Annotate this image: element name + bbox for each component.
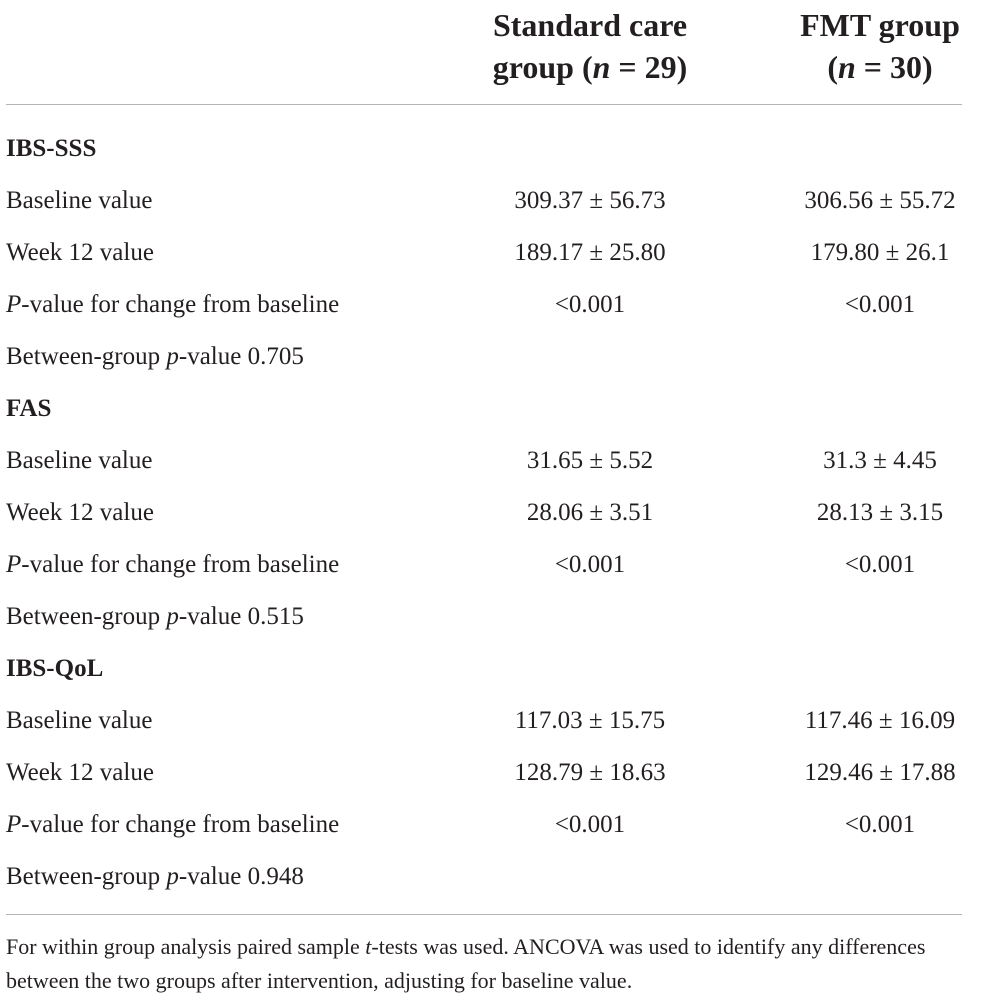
row-label: P-value for change from baseline: [6, 291, 340, 318]
fmt-value: 28.13 ± 3.15: [816, 499, 944, 526]
fmt-value: 129.46 ± 17.88: [804, 759, 956, 786]
table-row: [0, 851, 983, 903]
standard-care-value: 309.37 ± 56.73: [514, 187, 666, 214]
standard-care-value: 31.65 ± 5.52: [526, 447, 654, 474]
fmt-value: 31.3 ± 4.45: [823, 447, 937, 474]
table-row: [0, 227, 983, 279]
column-header-fmt: [770, 4, 983, 88]
column-header-standard-care: [440, 4, 740, 88]
section-heading: FAS: [6, 395, 52, 422]
standard-care-value: 189.17 ± 25.80: [514, 239, 666, 266]
standard-care-value: <0.001: [554, 551, 626, 578]
standard-care-value: <0.001: [554, 811, 626, 838]
section-heading: IBS-QoL: [6, 655, 104, 682]
table-row: [0, 123, 983, 175]
row-label: Week 12 value: [6, 499, 154, 526]
table-row: [0, 383, 983, 435]
table-row: [0, 695, 983, 747]
table-row: [0, 435, 983, 487]
footer-divider: [6, 914, 962, 915]
row-label: Baseline value: [6, 447, 153, 474]
row-label: Baseline value: [6, 187, 153, 214]
standard-care-value: 28.06 ± 3.51: [526, 499, 654, 526]
standard-care-value: <0.001: [554, 291, 626, 318]
fmt-value: 117.46 ± 16.09: [804, 707, 956, 734]
fmt-value: 179.80 ± 26.1: [810, 239, 950, 266]
column-header-fmt-line1: FMT group: [800, 7, 960, 43]
table-row: [0, 591, 983, 643]
fmt-value: <0.001: [844, 291, 916, 318]
section-heading: IBS-SSS: [6, 135, 97, 162]
table-row: [0, 539, 983, 591]
table-row: [0, 487, 983, 539]
table-row: [0, 799, 983, 851]
fmt-value: <0.001: [844, 551, 916, 578]
between-group-pvalue: Between-group p-value 0.705: [6, 343, 304, 370]
table-row: [0, 279, 983, 331]
table-row: [0, 175, 983, 227]
column-header-fmt-line2: (n = 30): [827, 49, 933, 85]
row-label: Week 12 value: [6, 239, 154, 266]
row-label: P-value for change from baseline: [6, 811, 340, 838]
row-label: Baseline value: [6, 707, 153, 734]
table-footnote: For within group analysis paired sample t-tests was used. ANCOVA was used to identify any differences between the two groups after intervention, adjusting for baseline value.: [6, 934, 926, 993]
fmt-value: <0.001: [844, 811, 916, 838]
standard-care-value: 128.79 ± 18.63: [514, 759, 666, 786]
column-header-standard-care-line2: group (n = 29): [492, 49, 688, 85]
row-label: Week 12 value: [6, 759, 154, 786]
between-group-pvalue: Between-group p-value 0.948: [6, 863, 304, 890]
standard-care-value: 117.03 ± 15.75: [514, 707, 666, 734]
table-row: [0, 643, 983, 695]
row-label: P-value for change from baseline: [6, 551, 340, 578]
column-header-standard-care-line1: Standard care: [492, 7, 688, 43]
between-group-pvalue: Between-group p-value 0.515: [6, 603, 304, 630]
table-row: [0, 747, 983, 799]
fmt-value: 306.56 ± 55.72: [804, 187, 956, 214]
header-divider: [6, 104, 962, 105]
table-row: [0, 331, 983, 383]
